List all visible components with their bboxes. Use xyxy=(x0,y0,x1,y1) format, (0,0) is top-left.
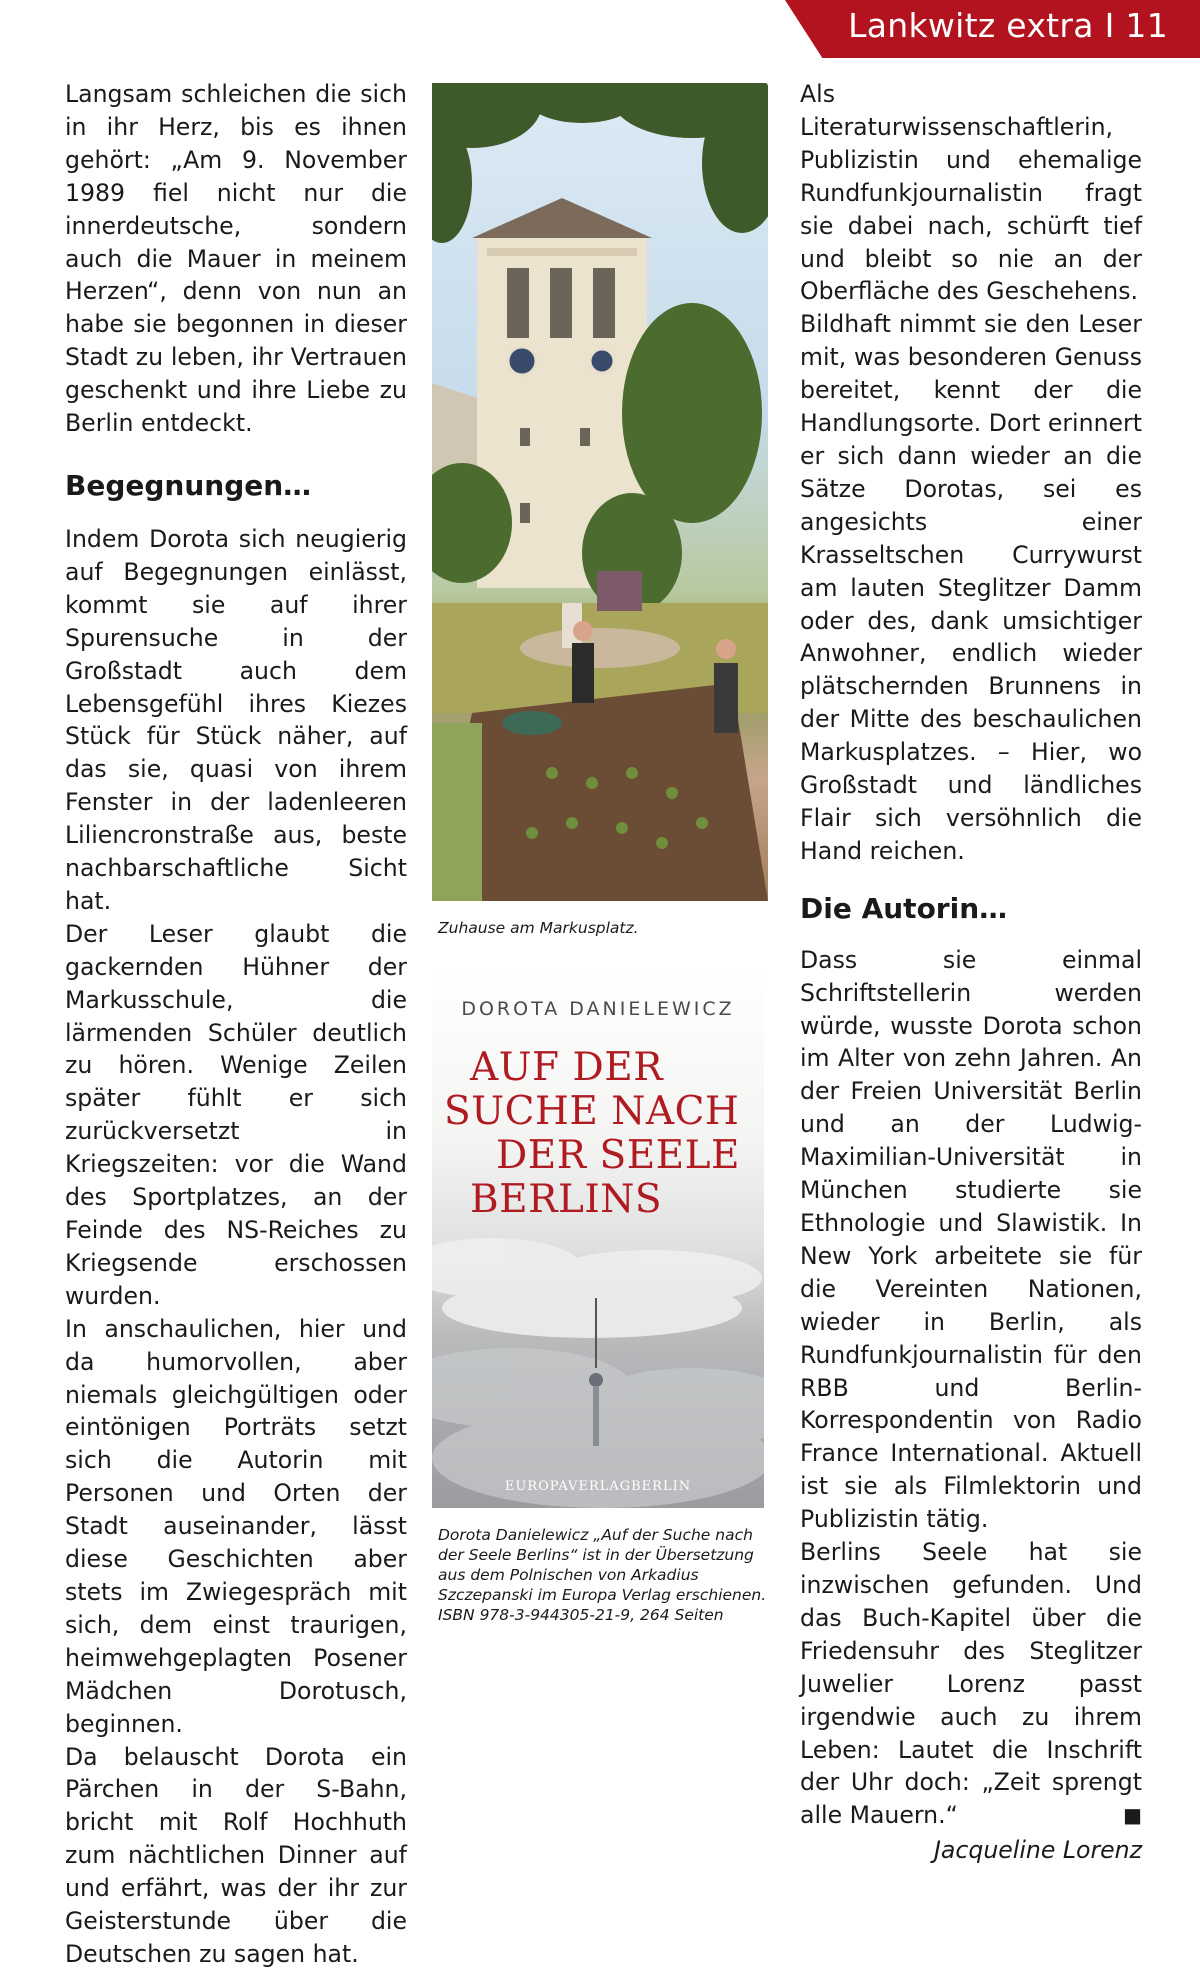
photo-caption: Zuhause am Markusplatz. xyxy=(438,919,639,937)
book-title xyxy=(444,1046,758,1222)
paragraph: Indem Dorota sich neugierig auf Begegnungen einlässt, kommt sie auf ihrer Spurensuche in der Großstadt auch dem Lebensgefühl ihres Kiezes Stück für Stück näher, auf das sie, quasi von ihrem Fenster in der ladenleeren Liliencronstraße aus, beste nachbarschaftliche Sicht hat. xyxy=(65,524,407,915)
book-publisher: EUROPAVERLAGBERLIN xyxy=(504,1479,692,1494)
paragraph: Der Leser glaubt die gackernden Hühner der Markusschule, die lärmenden Schüler deutlich zu hören. Wenige Zeilen später fühlt er sich zurückversetzt in Kriegszeiten: vor die Wand des Sportplatzes, an der Feinde des NS-Reiches zu Kriegsende erschossen wurden. xyxy=(65,919,407,1310)
paragraph: Berlins Seele hat sie inzwischen gefunden. Und das Buch-Kapitel über die Friedensuhr des Steglitzer Juwelier Lorenz passt irgendwie auch zu ihrem Leben: Lautet die Inschrift der Uhr doch: „Zeit sprengt alle Mauern.“ xyxy=(800,1538,1142,1830)
paragraph-with-end xyxy=(800,1536,1142,1832)
book-caption: Dorota Danielewicz „Auf der Suche nach der Seele Berlins“ ist in der Übersetzung aus dem Polnischen von Arkadius Szczepanski im Europa Verlag erschienen. ISBN 978-3-944305-21-9, 264 Seiten xyxy=(438,1526,767,1624)
page-header-title: Lankwitz extra I 11 xyxy=(848,6,1168,45)
book-author: DOROTA DANIELEWICZ xyxy=(461,998,735,1020)
right-column xyxy=(800,78,1142,1867)
paragraph: Dass sie einmal Schriftstellerin werden würde, wusste Dorota schon im Alter von zehn Jahren. An der Freien Universität Berlin und an der Ludwig-Maximilian-Universität in München studierte sie Ethnologie und Slawistik. In New York arbeitete sie für die Vereinten Nationen, wieder in Berlin, als Rundfunkjournalistin für den RBB und Berlin-Korrespondentin von Radio France International. Aktuell ist sie als Filmlektorin und Publizistin tätig. xyxy=(800,945,1142,1534)
paragraph: Bildhaft nimmt sie den Leser mit, was besonderen Genuss bereitet, kennt der die Handlungsorte. Dort erinnert er sich dann wieder an die Sätze Dorotas, sei es angesichts einer Krasseltschen Currywurst am lauten Steglitzer Damm oder des, dank umsichtiger Anwohner, endlich wieder plätschernden Brunnens in der Mitte des beschaulichen Markusplatzes. – Hier, wo Großstadt und ländliches Flair sich versöhnlich die Hand reichen. xyxy=(800,310,1142,865)
section-heading-begegnungen: Begegnungen… xyxy=(65,468,312,502)
paragraph: In anschaulichen, hier und da humorvollen, aber niemals gleichgültigen oder eintönigen Porträts setzt sich die Autorin mit Personen und Orten der Stadt auseinander, lässt diese Geschichten aber stets im Zwiegespräch mit sich, dem einst traurigen, heimwehgeplagten Posener Mädchen Dorotusch, beginnen. xyxy=(65,1314,407,1738)
book-cover xyxy=(432,968,764,1508)
paragraph: Da belauscht Dorota ein Pärchen in der S-Bahn, bricht mit Rolf Hochhuth zum nächtlichen Dinner auf und erfährt, was der ihr zur Geisterstunde über die Deutschen zu sagen hat. xyxy=(65,1742,407,1968)
author-byline: Jacqueline Lorenz xyxy=(933,1836,1142,1865)
left-column xyxy=(65,78,407,1971)
end-mark-icon: ■ xyxy=(1123,1803,1142,1828)
paragraph: Als Literaturwissenschaftlerin, Publizistin und ehemalige Rundfunkjournalistin fragt sie dabei nach, schürft tief und bleibt so nie an der Oberfläche des Geschehens. xyxy=(800,80,1142,306)
book-title-line: BERLINS xyxy=(470,1177,663,1222)
book-title-line: SUCHE NACH xyxy=(444,1089,740,1134)
book-title-line: AUF DER xyxy=(470,1045,664,1090)
intro-paragraph: Langsam schleichen die sich in ihr Herz, bis es ihnen gehört: „Am 9. November 1989 fiel nicht nur die innerdeutsche, sondern auch die Mauer in meinem Herzen“, denn von nun an habe sie begonnen in dieser Stadt zu leben, ihr Vertrauen geschenkt und ihre Liebe zu Berlin entdeckt. xyxy=(65,80,407,438)
book-title-line: DER SEELE xyxy=(496,1133,741,1178)
section-heading-autorin: Die Autorin… xyxy=(800,891,1008,925)
photo-markusplatz xyxy=(432,83,768,901)
